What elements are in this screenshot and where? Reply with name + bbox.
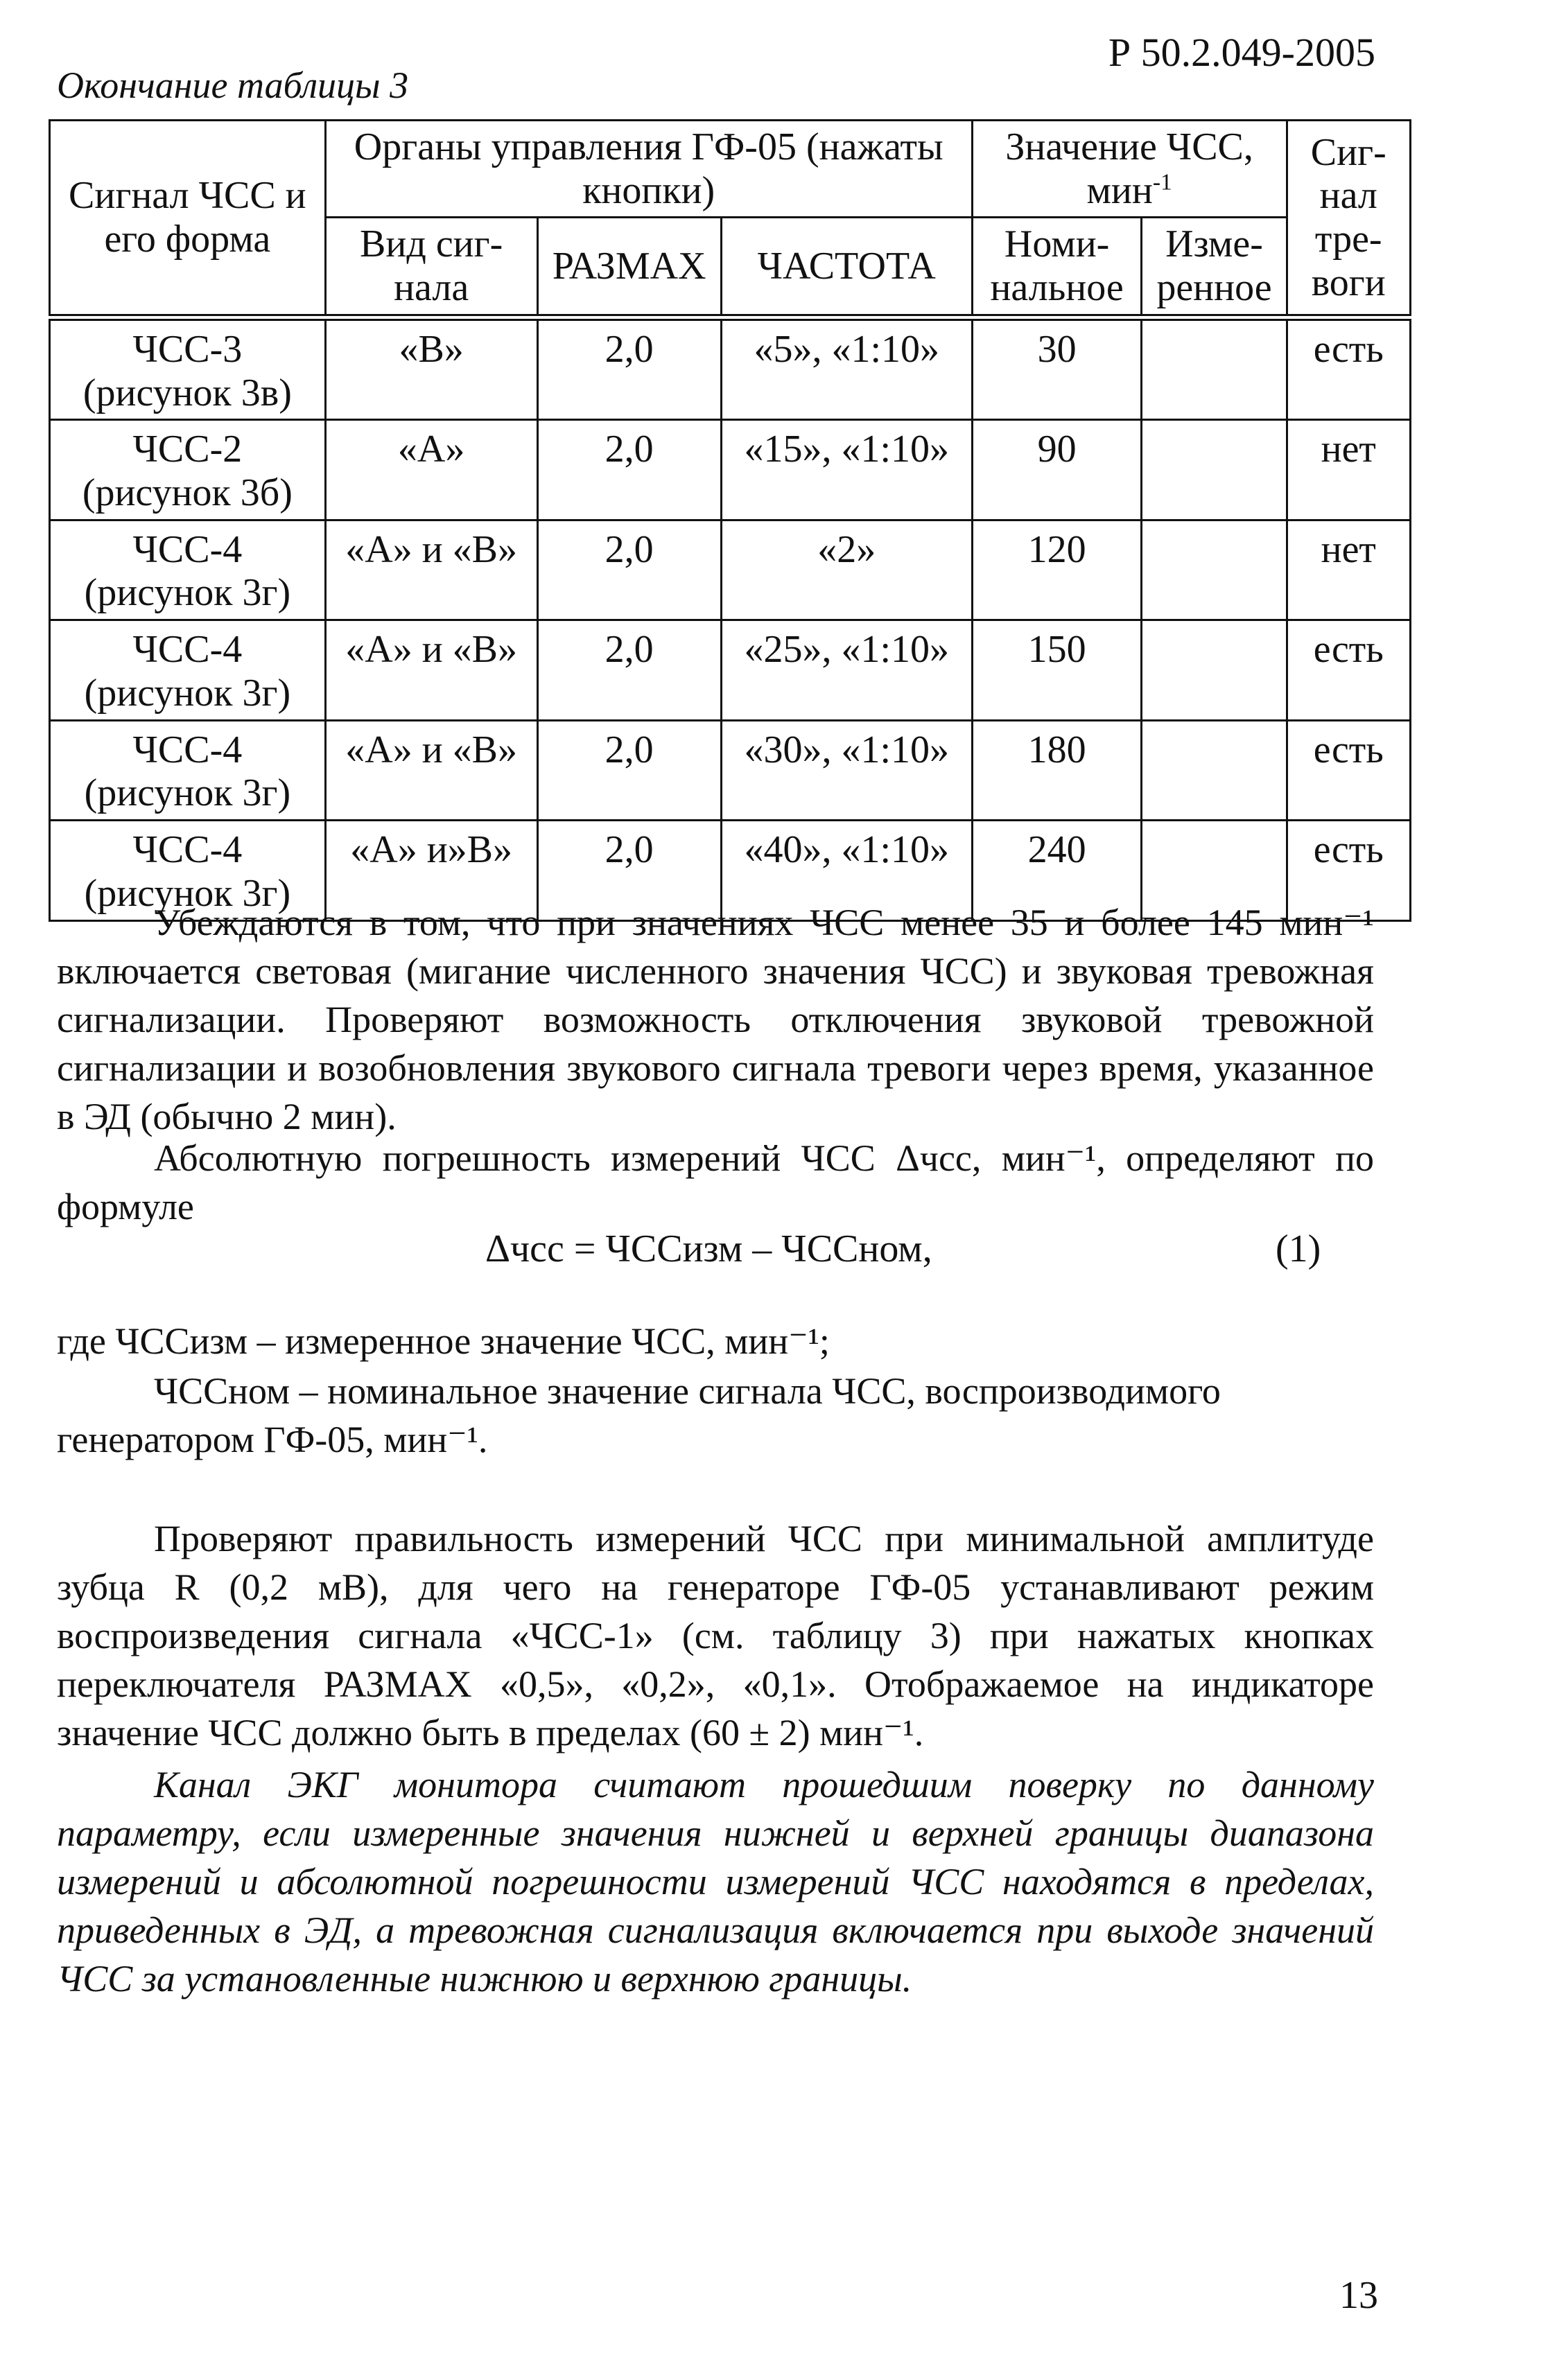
header-alarm: Сиг-нал тре-воги bbox=[1287, 121, 1411, 317]
header-measured: Изме-ренное bbox=[1142, 218, 1287, 317]
definition-nominal: ЧССном – номинальное значение сигнала ЧСС, воспроизводимого генератором ГФ-05, мин⁻¹. bbox=[57, 1370, 1221, 1460]
cell-alarm: есть bbox=[1287, 720, 1411, 820]
cell-signal-type: «А» и «В» bbox=[325, 620, 537, 720]
cell-signal bbox=[50, 520, 326, 620]
cell-signal-type: «В» bbox=[325, 317, 537, 420]
table-row bbox=[50, 620, 1411, 720]
cell-frequency: «5», «1:10» bbox=[721, 317, 972, 420]
table-row bbox=[50, 420, 1411, 520]
cell-amplitude: 2,0 bbox=[537, 720, 721, 820]
cell-frequency: «40», «1:10» bbox=[721, 821, 972, 920]
definition-measured: где ЧССизм – измеренное значение ЧСС, мин⁻¹; bbox=[57, 1320, 830, 1362]
header-signal: Сигнал ЧСС и его форма bbox=[50, 121, 326, 317]
cell-measured bbox=[1142, 520, 1287, 620]
cell-signal bbox=[50, 420, 326, 520]
hr-signal-table bbox=[49, 119, 1411, 922]
signal-form: (рисунок 3г) bbox=[84, 671, 291, 715]
signal-form: (рисунок 3г) bbox=[84, 871, 291, 915]
cell-measured bbox=[1142, 317, 1287, 420]
cell-frequency: «30», «1:10» bbox=[721, 720, 972, 820]
cell-amplitude: 2,0 bbox=[537, 317, 721, 420]
signal-name: ЧСС-4 bbox=[132, 828, 243, 872]
header-controls: Органы управления ГФ-05 (нажаты кнопки) bbox=[325, 121, 972, 218]
formula: Δчсс = ЧССизм – ЧССном, bbox=[485, 1227, 932, 1270]
cell-signal-type: «А» и»В» bbox=[325, 821, 537, 920]
cell-amplitude: 2,0 bbox=[537, 620, 721, 720]
signal-form: (рисунок 3г) bbox=[84, 771, 291, 815]
cell-signal-type: «А» bbox=[325, 420, 537, 520]
page-number: 13 bbox=[1339, 2274, 1378, 2317]
cell-nominal: 30 bbox=[972, 317, 1142, 420]
header-value-exponent: -1 bbox=[1152, 169, 1172, 195]
signal-form: (рисунок 3б) bbox=[82, 471, 293, 515]
cell-frequency: «2» bbox=[721, 520, 972, 620]
cell-amplitude: 2,0 bbox=[537, 821, 721, 920]
header-amplitude: РАЗМАХ bbox=[537, 218, 721, 317]
signal-name: ЧСС-4 bbox=[132, 728, 243, 771]
cell-signal-type: «А» и «В» bbox=[325, 720, 537, 820]
paragraph-min-amplitude: Проверяют правильность измерений ЧСС при минимальной амплитуде зубца R (0,2 мВ), для чего на генераторе ГФ-05 устанавливают режим воспроизведения сигнала «ЧСС-1» (см. таблицу 3) при нажатых кнопках переключателя РАЗМАХ «0,5», «0,2», «0,1». Отображаемое на индикаторе значение ЧСС должно быть в пределах (60 ± 2) мин⁻¹. bbox=[57, 1518, 1374, 1753]
cell-nominal: 90 bbox=[972, 420, 1142, 520]
signal-name: ЧСС-4 bbox=[132, 527, 243, 571]
cell-signal bbox=[50, 317, 326, 420]
signal-name: ЧСС-2 bbox=[132, 428, 243, 471]
cell-frequency: «15», «1:10» bbox=[721, 420, 972, 520]
cell-measured bbox=[1142, 420, 1287, 520]
document-code: Р 50.2.049-2005 bbox=[1108, 30, 1375, 75]
cell-signal-type: «А» и «В» bbox=[325, 520, 537, 620]
header-nominal: Номи-нальное bbox=[972, 218, 1142, 317]
signal-form: (рисунок 3в) bbox=[82, 371, 292, 414]
cell-alarm: есть bbox=[1287, 317, 1411, 420]
paragraph-conclusion: Канал ЭКГ монитора считают прошедшим поверку по данному параметру, если измеренные значения нижней и верхней границы диапазона измерений и абсолютной погрешности измерений ЧСС находятся в пределах, приведенных в ЭД, а тревожная сигнализация включается при выходе значений ЧСС за установленные нижнюю и верхнюю границы. bbox=[57, 1764, 1374, 2000]
cell-frequency: «25», «1:10» bbox=[721, 620, 972, 720]
paragraph-absolute-error: Абсолютную погрешность измерений ЧСС Δчсс, мин⁻¹, определяют по формуле bbox=[57, 1137, 1374, 1227]
formula-number: (1) bbox=[1276, 1227, 1321, 1270]
cell-alarm: нет bbox=[1287, 520, 1411, 620]
signal-form: (рисунок 3г) bbox=[84, 571, 291, 615]
signal-name: ЧСС-3 bbox=[132, 327, 243, 371]
signal-name: ЧСС-4 bbox=[132, 628, 243, 672]
cell-measured bbox=[1142, 720, 1287, 820]
cell-nominal: 120 bbox=[972, 520, 1142, 620]
header-value bbox=[972, 121, 1287, 218]
table-row bbox=[50, 720, 1411, 820]
cell-signal bbox=[50, 620, 326, 720]
cell-amplitude: 2,0 bbox=[537, 420, 721, 520]
table-caption: Окончание таблицы 3 bbox=[57, 64, 409, 106]
paragraph-alarm-check: Убеждаются в том, что при значениях ЧСС менее 35 и более 145 мин⁻¹ включается световая (мигание численного значения ЧСС) и звуковая тревожная сигнализации. Проверяют возможность отключения звуковой тревожной сигнализации и возобновления звукового сигнала тревоги через время, указанное в ЭД (обычно 2 мин). bbox=[57, 902, 1374, 1137]
cell-nominal: 150 bbox=[972, 620, 1142, 720]
cell-nominal: 180 bbox=[972, 720, 1142, 820]
table-row bbox=[50, 317, 1411, 420]
cell-alarm: нет bbox=[1287, 420, 1411, 520]
cell-measured bbox=[1142, 620, 1287, 720]
cell-amplitude: 2,0 bbox=[537, 520, 721, 620]
cell-signal bbox=[50, 720, 326, 820]
header-frequency: ЧАСТОТА bbox=[721, 218, 972, 317]
table-row bbox=[50, 520, 1411, 620]
cell-alarm: есть bbox=[1287, 620, 1411, 720]
header-value-label: Значение ЧСС, мин bbox=[1005, 125, 1253, 212]
cell-alarm: есть bbox=[1287, 821, 1411, 920]
header-signal-type: Вид сиг-нала bbox=[325, 218, 537, 317]
cell-nominal: 240 bbox=[972, 821, 1142, 920]
